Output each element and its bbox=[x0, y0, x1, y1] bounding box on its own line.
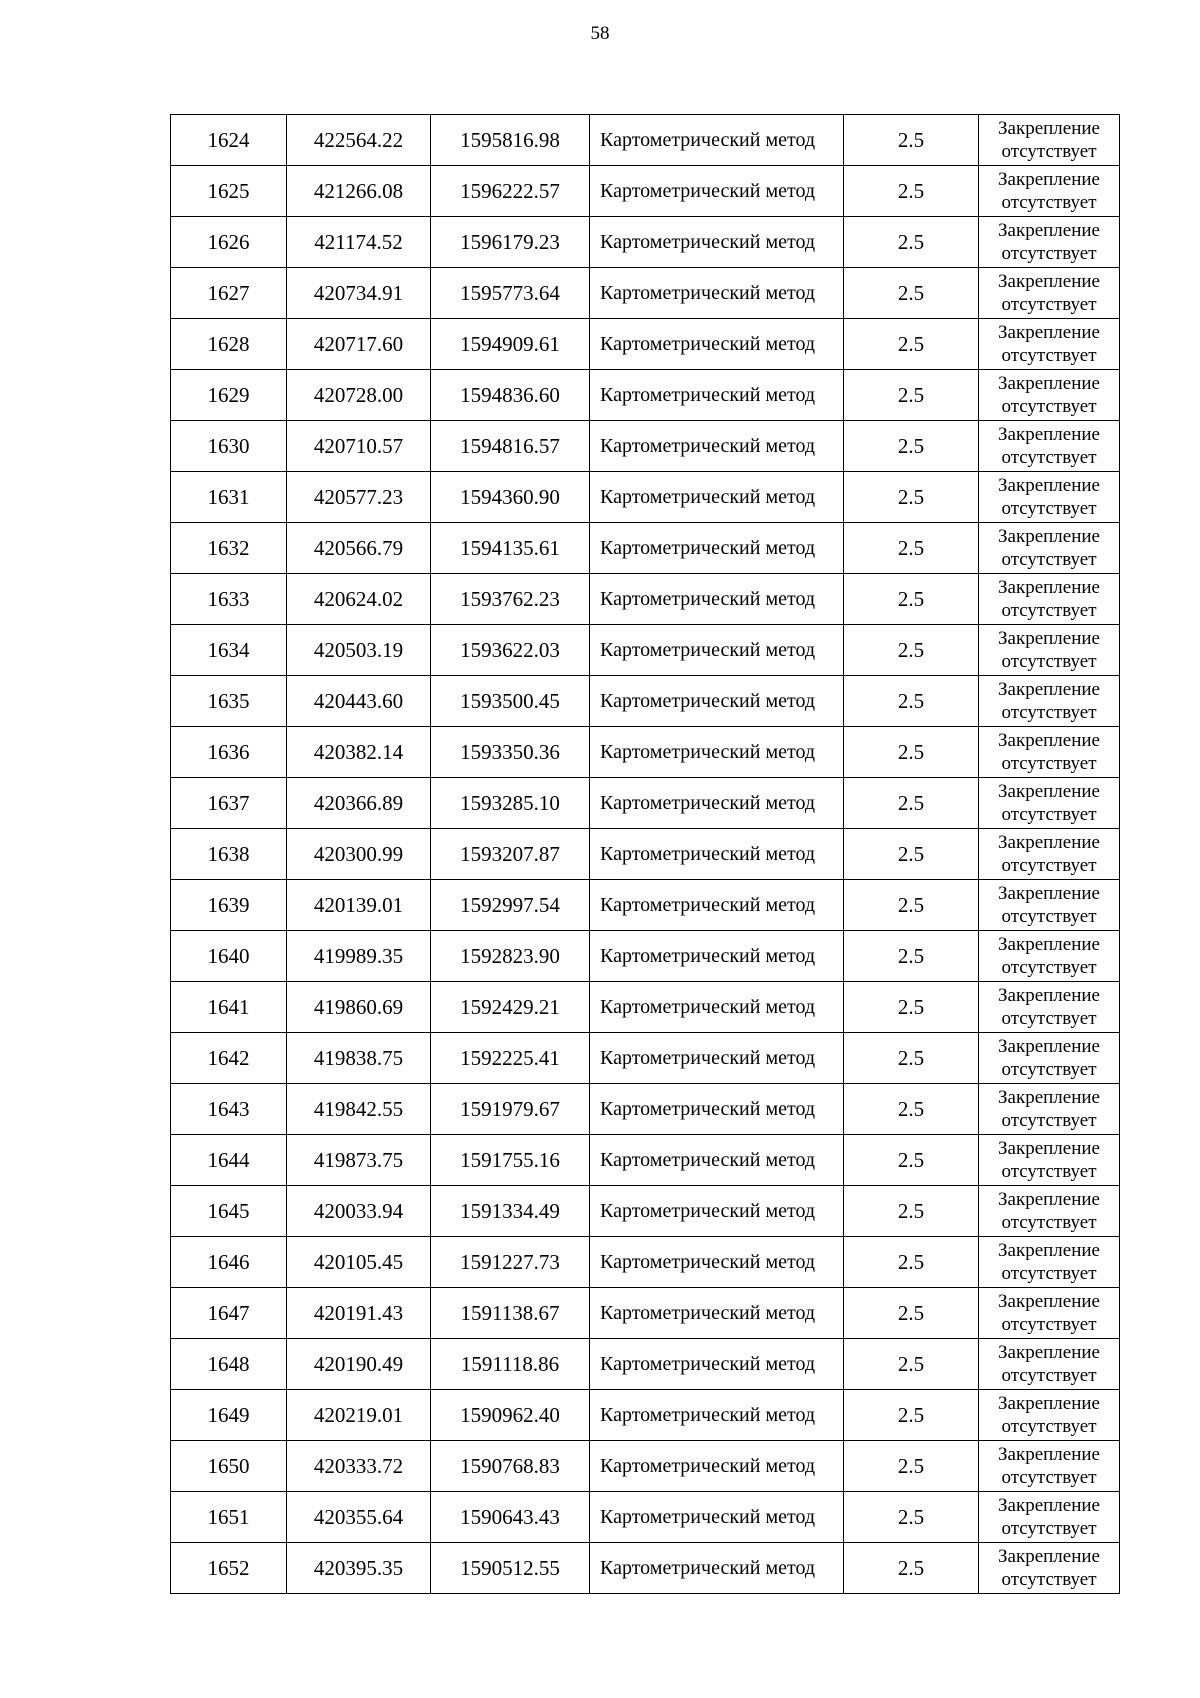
method-cell: Картометрический метод bbox=[590, 1135, 844, 1186]
fixing-cell bbox=[979, 1237, 1120, 1288]
method-cell: Картометрический метод bbox=[590, 1186, 844, 1237]
x-coordinate-cell: 419842.55 bbox=[287, 1084, 431, 1135]
method-cell: Картометрический метод bbox=[590, 829, 844, 880]
table-row bbox=[171, 421, 1120, 472]
table-row bbox=[171, 625, 1120, 676]
fixing-line: отсутствует bbox=[1001, 141, 1097, 162]
method-cell: Картометрический метод bbox=[590, 1441, 844, 1492]
x-coordinate-cell: 420734.91 bbox=[287, 268, 431, 319]
fixing-cell bbox=[979, 676, 1120, 727]
method-cell: Картометрический метод bbox=[590, 1339, 844, 1390]
accuracy-cell: 2.5 bbox=[844, 727, 979, 778]
x-coordinate-cell: 420355.64 bbox=[287, 1492, 431, 1543]
fixing-line: отсутствует bbox=[1001, 906, 1097, 927]
y-coordinate-cell: 1594836.60 bbox=[431, 370, 590, 421]
point-number-cell: 1645 bbox=[171, 1186, 287, 1237]
point-number-cell: 1641 bbox=[171, 982, 287, 1033]
method-cell: Картометрический метод bbox=[590, 880, 844, 931]
fixing-line: Закрепление bbox=[998, 1138, 1100, 1159]
point-number-cell: 1643 bbox=[171, 1084, 287, 1135]
accuracy-cell: 2.5 bbox=[844, 1441, 979, 1492]
fixing-line: Закрепление bbox=[998, 1495, 1100, 1516]
fixing-line: Закрепление bbox=[998, 526, 1100, 547]
x-coordinate-cell: 420717.60 bbox=[287, 319, 431, 370]
fixing-line: Закрепление bbox=[998, 1342, 1100, 1363]
method-cell: Картометрический метод bbox=[590, 421, 844, 472]
point-number-cell: 1626 bbox=[171, 217, 287, 268]
accuracy-cell: 2.5 bbox=[844, 931, 979, 982]
fixing-line: Закрепление bbox=[998, 1240, 1100, 1261]
x-coordinate-cell: 420033.94 bbox=[287, 1186, 431, 1237]
x-coordinate-cell: 420366.89 bbox=[287, 778, 431, 829]
x-coordinate-cell: 420190.49 bbox=[287, 1339, 431, 1390]
method-cell: Картометрический метод bbox=[590, 268, 844, 319]
accuracy-cell: 2.5 bbox=[844, 1135, 979, 1186]
accuracy-cell: 2.5 bbox=[844, 1492, 979, 1543]
method-cell: Картометрический метод bbox=[590, 727, 844, 778]
table-row bbox=[171, 217, 1120, 268]
x-coordinate-cell: 421266.08 bbox=[287, 166, 431, 217]
table-row bbox=[171, 1492, 1120, 1543]
y-coordinate-cell: 1593622.03 bbox=[431, 625, 590, 676]
accuracy-cell: 2.5 bbox=[844, 1186, 979, 1237]
accuracy-cell: 2.5 bbox=[844, 115, 979, 166]
method-cell: Картометрический метод bbox=[590, 676, 844, 727]
accuracy-cell: 2.5 bbox=[844, 829, 979, 880]
point-number-cell: 1630 bbox=[171, 421, 287, 472]
fixing-cell bbox=[979, 625, 1120, 676]
fixing-line: отсутствует bbox=[1001, 498, 1097, 519]
accuracy-cell: 2.5 bbox=[844, 1084, 979, 1135]
y-coordinate-cell: 1591755.16 bbox=[431, 1135, 590, 1186]
table-row bbox=[171, 982, 1120, 1033]
fixing-line: отсутствует bbox=[1001, 1467, 1097, 1488]
point-number-cell: 1636 bbox=[171, 727, 287, 778]
y-coordinate-cell: 1596179.23 bbox=[431, 217, 590, 268]
point-number-cell: 1647 bbox=[171, 1288, 287, 1339]
fixing-line: Закрепление bbox=[998, 730, 1100, 751]
method-cell: Картометрический метод bbox=[590, 115, 844, 166]
point-number-cell: 1628 bbox=[171, 319, 287, 370]
point-number-cell: 1648 bbox=[171, 1339, 287, 1390]
fixing-line: отсутствует bbox=[1001, 957, 1097, 978]
x-coordinate-cell: 419860.69 bbox=[287, 982, 431, 1033]
table-row bbox=[171, 166, 1120, 217]
fixing-cell bbox=[979, 1492, 1120, 1543]
x-coordinate-cell: 420105.45 bbox=[287, 1237, 431, 1288]
coordinates-table bbox=[170, 114, 1120, 1594]
fixing-line: Закрепление bbox=[998, 118, 1100, 139]
method-cell: Картометрический метод bbox=[590, 1288, 844, 1339]
fixing-line: отсутствует bbox=[1001, 1110, 1097, 1131]
y-coordinate-cell: 1593350.36 bbox=[431, 727, 590, 778]
point-number-cell: 1650 bbox=[171, 1441, 287, 1492]
fixing-cell bbox=[979, 523, 1120, 574]
x-coordinate-cell: 420577.23 bbox=[287, 472, 431, 523]
accuracy-cell: 2.5 bbox=[844, 676, 979, 727]
method-cell: Картометрический метод bbox=[590, 982, 844, 1033]
method-cell: Картометрический метод bbox=[590, 574, 844, 625]
y-coordinate-cell: 1591979.67 bbox=[431, 1084, 590, 1135]
y-coordinate-cell: 1593500.45 bbox=[431, 676, 590, 727]
point-number-cell: 1634 bbox=[171, 625, 287, 676]
method-cell: Картометрический метод bbox=[590, 166, 844, 217]
x-coordinate-cell: 420191.43 bbox=[287, 1288, 431, 1339]
table-row bbox=[171, 1543, 1120, 1594]
fixing-line: отсутствует bbox=[1001, 1008, 1097, 1029]
fixing-cell bbox=[979, 268, 1120, 319]
fixing-cell bbox=[979, 727, 1120, 778]
y-coordinate-cell: 1592823.90 bbox=[431, 931, 590, 982]
point-number-cell: 1651 bbox=[171, 1492, 287, 1543]
accuracy-cell: 2.5 bbox=[844, 625, 979, 676]
y-coordinate-cell: 1596222.57 bbox=[431, 166, 590, 217]
fixing-line: Закрепление bbox=[998, 628, 1100, 649]
method-cell: Картометрический метод bbox=[590, 778, 844, 829]
fixing-line: Закрепление bbox=[998, 679, 1100, 700]
method-cell: Картометрический метод bbox=[590, 1237, 844, 1288]
table-row bbox=[171, 523, 1120, 574]
y-coordinate-cell: 1595773.64 bbox=[431, 268, 590, 319]
fixing-cell bbox=[979, 829, 1120, 880]
method-cell: Картометрический метод bbox=[590, 472, 844, 523]
point-number-cell: 1652 bbox=[171, 1543, 287, 1594]
fixing-line: отсутствует bbox=[1001, 345, 1097, 366]
y-coordinate-cell: 1594816.57 bbox=[431, 421, 590, 472]
fixing-line: отсутствует bbox=[1001, 1416, 1097, 1437]
accuracy-cell: 2.5 bbox=[844, 268, 979, 319]
x-coordinate-cell: 420566.79 bbox=[287, 523, 431, 574]
table-row bbox=[171, 319, 1120, 370]
x-coordinate-cell: 420443.60 bbox=[287, 676, 431, 727]
method-cell: Картометрический метод bbox=[590, 931, 844, 982]
x-coordinate-cell: 422564.22 bbox=[287, 115, 431, 166]
fixing-line: Закрепление bbox=[998, 1444, 1100, 1465]
table-row bbox=[171, 1237, 1120, 1288]
table-row bbox=[171, 1441, 1120, 1492]
fixing-cell bbox=[979, 880, 1120, 931]
table-row bbox=[171, 880, 1120, 931]
fixing-line: Закрепление bbox=[998, 373, 1100, 394]
accuracy-cell: 2.5 bbox=[844, 1237, 979, 1288]
fixing-cell bbox=[979, 421, 1120, 472]
accuracy-cell: 2.5 bbox=[844, 1288, 979, 1339]
fixing-cell bbox=[979, 1135, 1120, 1186]
y-coordinate-cell: 1594135.61 bbox=[431, 523, 590, 574]
accuracy-cell: 2.5 bbox=[844, 574, 979, 625]
accuracy-cell: 2.5 bbox=[844, 1033, 979, 1084]
fixing-line: отсутствует bbox=[1001, 753, 1097, 774]
x-coordinate-cell: 420395.35 bbox=[287, 1543, 431, 1594]
fixing-line: отсутствует bbox=[1001, 1263, 1097, 1284]
fixing-line: отсутствует bbox=[1001, 1059, 1097, 1080]
fixing-line: Закрепление bbox=[998, 985, 1100, 1006]
fixing-line: отсутствует bbox=[1001, 396, 1097, 417]
method-cell: Картометрический метод bbox=[590, 370, 844, 421]
method-cell: Картометрический метод bbox=[590, 1543, 844, 1594]
accuracy-cell: 2.5 bbox=[844, 166, 979, 217]
method-cell: Картометрический метод bbox=[590, 625, 844, 676]
fixing-line: отсутствует bbox=[1001, 804, 1097, 825]
x-coordinate-cell: 420503.19 bbox=[287, 625, 431, 676]
x-coordinate-cell: 420728.00 bbox=[287, 370, 431, 421]
fixing-cell bbox=[979, 1288, 1120, 1339]
x-coordinate-cell: 420333.72 bbox=[287, 1441, 431, 1492]
table-row bbox=[171, 931, 1120, 982]
table-row bbox=[171, 676, 1120, 727]
table-row bbox=[171, 1135, 1120, 1186]
fixing-line: Закрепление bbox=[998, 577, 1100, 598]
fixing-line: Закрепление bbox=[998, 271, 1100, 292]
fixing-line: Закрепление bbox=[998, 832, 1100, 853]
y-coordinate-cell: 1590643.43 bbox=[431, 1492, 590, 1543]
fixing-cell bbox=[979, 931, 1120, 982]
point-number-cell: 1632 bbox=[171, 523, 287, 574]
fixing-line: отсутствует bbox=[1001, 1569, 1097, 1590]
fixing-line: Закрепление bbox=[998, 424, 1100, 445]
fixing-line: Закрепление bbox=[998, 1036, 1100, 1057]
fixing-cell bbox=[979, 166, 1120, 217]
fixing-line: Закрепление bbox=[998, 934, 1100, 955]
page-number: 58 bbox=[590, 23, 610, 44]
y-coordinate-cell: 1591118.86 bbox=[431, 1339, 590, 1390]
table-row bbox=[171, 370, 1120, 421]
table-row bbox=[171, 1288, 1120, 1339]
fixing-cell bbox=[979, 1084, 1120, 1135]
fixing-line: Закрепление bbox=[998, 475, 1100, 496]
point-number-cell: 1644 bbox=[171, 1135, 287, 1186]
y-coordinate-cell: 1594909.61 bbox=[431, 319, 590, 370]
accuracy-cell: 2.5 bbox=[844, 778, 979, 829]
x-coordinate-cell: 420139.01 bbox=[287, 880, 431, 931]
fixing-line: отсутствует bbox=[1001, 192, 1097, 213]
table-row bbox=[171, 1084, 1120, 1135]
y-coordinate-cell: 1593762.23 bbox=[431, 574, 590, 625]
point-number-cell: 1639 bbox=[171, 880, 287, 931]
point-number-cell: 1629 bbox=[171, 370, 287, 421]
method-cell: Картометрический метод bbox=[590, 523, 844, 574]
method-cell: Картометрический метод bbox=[590, 1084, 844, 1135]
y-coordinate-cell: 1595816.98 bbox=[431, 115, 590, 166]
y-coordinate-cell: 1594360.90 bbox=[431, 472, 590, 523]
fixing-cell bbox=[979, 319, 1120, 370]
fixing-cell bbox=[979, 1339, 1120, 1390]
fixing-line: отсутствует bbox=[1001, 600, 1097, 621]
method-cell: Картометрический метод bbox=[590, 1390, 844, 1441]
fixing-line: Закрепление bbox=[998, 220, 1100, 241]
fixing-cell bbox=[979, 217, 1120, 268]
y-coordinate-cell: 1591227.73 bbox=[431, 1237, 590, 1288]
table-row bbox=[171, 727, 1120, 778]
fixing-line: отсутствует bbox=[1001, 549, 1097, 570]
fixing-line: Закрепление bbox=[998, 883, 1100, 904]
x-coordinate-cell: 419838.75 bbox=[287, 1033, 431, 1084]
y-coordinate-cell: 1593207.87 bbox=[431, 829, 590, 880]
point-number-cell: 1635 bbox=[171, 676, 287, 727]
fixing-cell bbox=[979, 982, 1120, 1033]
point-number-cell: 1642 bbox=[171, 1033, 287, 1084]
fixing-line: отсутствует bbox=[1001, 243, 1097, 264]
method-cell: Картометрический метод bbox=[590, 319, 844, 370]
accuracy-cell: 2.5 bbox=[844, 982, 979, 1033]
method-cell: Картометрический метод bbox=[590, 1033, 844, 1084]
table-row bbox=[171, 1186, 1120, 1237]
accuracy-cell: 2.5 bbox=[844, 1390, 979, 1441]
point-number-cell: 1638 bbox=[171, 829, 287, 880]
table-row bbox=[171, 268, 1120, 319]
x-coordinate-cell: 420624.02 bbox=[287, 574, 431, 625]
point-number-cell: 1640 bbox=[171, 931, 287, 982]
table-row bbox=[171, 778, 1120, 829]
point-number-cell: 1627 bbox=[171, 268, 287, 319]
fixing-cell bbox=[979, 574, 1120, 625]
fixing-line: Закрепление bbox=[998, 1087, 1100, 1108]
point-number-cell: 1631 bbox=[171, 472, 287, 523]
point-number-cell: 1625 bbox=[171, 166, 287, 217]
accuracy-cell: 2.5 bbox=[844, 472, 979, 523]
fixing-line: Закрепление bbox=[998, 1393, 1100, 1414]
table-row bbox=[171, 115, 1120, 166]
table-row bbox=[171, 1390, 1120, 1441]
fixing-line: отсутствует bbox=[1001, 702, 1097, 723]
fixing-line: Закрепление bbox=[998, 169, 1100, 190]
y-coordinate-cell: 1591138.67 bbox=[431, 1288, 590, 1339]
x-coordinate-cell: 420710.57 bbox=[287, 421, 431, 472]
fixing-cell bbox=[979, 370, 1120, 421]
accuracy-cell: 2.5 bbox=[844, 1339, 979, 1390]
fixing-cell bbox=[979, 1543, 1120, 1594]
fixing-line: отсутствует bbox=[1001, 447, 1097, 468]
fixing-cell bbox=[979, 472, 1120, 523]
method-cell: Картометрический метод bbox=[590, 1492, 844, 1543]
y-coordinate-cell: 1590512.55 bbox=[431, 1543, 590, 1594]
point-number-cell: 1624 bbox=[171, 115, 287, 166]
x-coordinate-cell: 419989.35 bbox=[287, 931, 431, 982]
fixing-cell bbox=[979, 1186, 1120, 1237]
fixing-line: Закрепление bbox=[998, 1291, 1100, 1312]
fixing-line: отсутствует bbox=[1001, 651, 1097, 672]
fixing-line: отсутствует bbox=[1001, 855, 1097, 876]
fixing-line: Закрепление bbox=[998, 322, 1100, 343]
table-row bbox=[171, 574, 1120, 625]
fixing-line: отсутствует bbox=[1001, 1365, 1097, 1386]
fixing-cell bbox=[979, 115, 1120, 166]
x-coordinate-cell: 421174.52 bbox=[287, 217, 431, 268]
point-number-cell: 1637 bbox=[171, 778, 287, 829]
fixing-line: отсутствует bbox=[1001, 1314, 1097, 1335]
y-coordinate-cell: 1590962.40 bbox=[431, 1390, 590, 1441]
coordinates-table-body bbox=[171, 115, 1120, 1594]
accuracy-cell: 2.5 bbox=[844, 319, 979, 370]
x-coordinate-cell: 420382.14 bbox=[287, 727, 431, 778]
table-row bbox=[171, 1339, 1120, 1390]
fixing-line: Закрепление bbox=[998, 1546, 1100, 1567]
accuracy-cell: 2.5 bbox=[844, 217, 979, 268]
accuracy-cell: 2.5 bbox=[844, 370, 979, 421]
fixing-cell bbox=[979, 1441, 1120, 1492]
y-coordinate-cell: 1593285.10 bbox=[431, 778, 590, 829]
accuracy-cell: 2.5 bbox=[844, 880, 979, 931]
method-cell: Картометрический метод bbox=[590, 217, 844, 268]
fixing-line: Закрепление bbox=[998, 781, 1100, 802]
fixing-line: отсутствует bbox=[1001, 1518, 1097, 1539]
accuracy-cell: 2.5 bbox=[844, 523, 979, 574]
fixing-line: отсутствует bbox=[1001, 1161, 1097, 1182]
fixing-cell bbox=[979, 1033, 1120, 1084]
x-coordinate-cell: 420300.99 bbox=[287, 829, 431, 880]
fixing-line: отсутствует bbox=[1001, 294, 1097, 315]
table-row bbox=[171, 829, 1120, 880]
table-row bbox=[171, 1033, 1120, 1084]
x-coordinate-cell: 420219.01 bbox=[287, 1390, 431, 1441]
table-row bbox=[171, 472, 1120, 523]
y-coordinate-cell: 1590768.83 bbox=[431, 1441, 590, 1492]
y-coordinate-cell: 1592997.54 bbox=[431, 880, 590, 931]
y-coordinate-cell: 1592225.41 bbox=[431, 1033, 590, 1084]
fixing-line: отсутствует bbox=[1001, 1212, 1097, 1233]
fixing-line: Закрепление bbox=[998, 1189, 1100, 1210]
point-number-cell: 1633 bbox=[171, 574, 287, 625]
x-coordinate-cell: 419873.75 bbox=[287, 1135, 431, 1186]
point-number-cell: 1649 bbox=[171, 1390, 287, 1441]
point-number-cell: 1646 bbox=[171, 1237, 287, 1288]
fixing-cell bbox=[979, 1390, 1120, 1441]
accuracy-cell: 2.5 bbox=[844, 1543, 979, 1594]
fixing-cell bbox=[979, 778, 1120, 829]
accuracy-cell: 2.5 bbox=[844, 421, 979, 472]
y-coordinate-cell: 1592429.21 bbox=[431, 982, 590, 1033]
y-coordinate-cell: 1591334.49 bbox=[431, 1186, 590, 1237]
